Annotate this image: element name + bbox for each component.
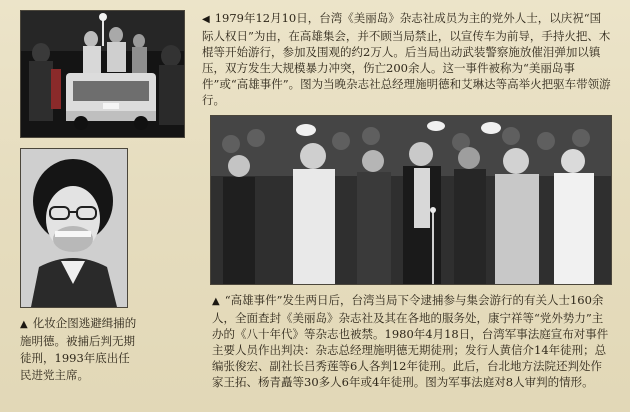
military-court-trial-photo [210, 115, 612, 285]
bottom-caption [212, 292, 612, 390]
bottom-caption-text: “高雄事件”发生两日后，台湾当局下令逮捕参与集会游行的有关人士160余人，全面查封《美丽岛》杂志社及其在各地的服务处，康宁祥等“党外势力”主办的《八十年代》等杂志也被禁。1980年4月18日，台湾军事法庭宣布对事件主要人员作出判决：杂志总经理施明德无期徒刑；发行人黄信介14年徒刑；总编张俊宏、副社长吕秀莲等6人各判12年徒刑。此后，台北地方法院还判处作家王拓、杨青矗等30多人6年或4年徒刑。图为军事法庭对8人审判的情形。 [212, 293, 609, 389]
military-court-trial-image [211, 116, 611, 284]
caption-marker-up-arrow-left: ▲ [20, 319, 28, 330]
night-rally-parade-image [21, 11, 184, 137]
caption-marker-left-arrow: ◀ [202, 14, 210, 25]
left-caption [20, 315, 140, 384]
night-rally-parade-photo [20, 10, 185, 138]
caption-marker-up-arrow: ▲ [212, 296, 220, 307]
top-caption [202, 10, 612, 108]
top-caption-text: 1979年12月10日，台湾《美丽岛》杂志社成员为主的党外人士，以庆祝“国际人权日”为由，在高雄集会，并不顾当局禁止，以宣传车为前导，手持火把、木棍等开始游行，参加及围观的约2万人。后当局出动武装警察施放催泪弹加以镇压，双方发生大规模暴力冲突，伤亡200余人。这一事件被称为“美丽岛事件”或“高雄事件”。图为当晚杂志社总经理施明德和艾琳达等高举火把驱车带领游行。 [202, 11, 611, 107]
left-caption-text: 化妆企图逃避缉捕的施明德。被捕后判无期徒刑，1993年底出任民进党主席。 [20, 316, 137, 382]
disguised-portrait-image [21, 149, 127, 307]
disguised-portrait-photo [20, 148, 128, 308]
